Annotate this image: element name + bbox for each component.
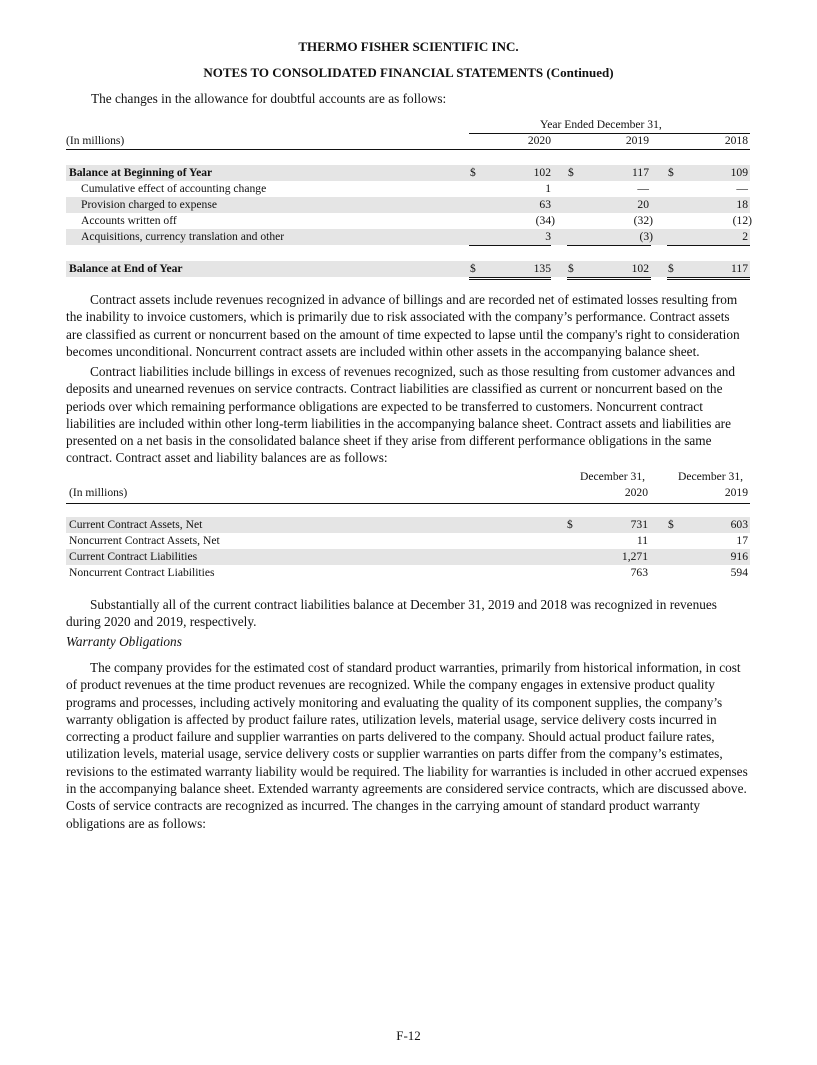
currency-symbol: $: [668, 518, 674, 531]
value-2019: 20: [637, 198, 649, 211]
row-label: Current Contract Liabilities: [69, 550, 198, 563]
notes-title: NOTES TO CONSOLIDATED FINANCIAL STATEMENTS (Continued): [203, 65, 614, 80]
table-row: [66, 213, 750, 229]
value-2019: 603: [730, 518, 748, 531]
value-2018: 117: [731, 262, 748, 275]
row-label: Noncurrent Contract Liabilities: [69, 566, 215, 579]
row-label: Acquisitions, currency translation and other: [81, 230, 285, 243]
year-2018-header: 2018: [724, 134, 748, 147]
currency-symbol: $: [568, 166, 574, 179]
value-2018: (12): [732, 214, 752, 227]
currency-symbol: $: [668, 166, 674, 179]
value-2020: 1,271: [621, 550, 648, 563]
substantially-paragraph: Substantially all of the current contract liabilities balance at December 31, 2019 and 2018 was recognized in revenues during 2020 and 2019, respectively.: [66, 597, 717, 630]
col-header-line1: December 31,: [580, 470, 646, 483]
row-label: Balance at End of Year: [69, 262, 183, 275]
period-header: Year Ended December 31,: [540, 118, 662, 131]
row-label: Cumulative effect of accounting change: [81, 182, 267, 195]
value-2020: 1: [545, 182, 551, 195]
value-2020: 135: [533, 262, 551, 275]
currency-symbol: $: [470, 166, 476, 179]
row-label: Accounts written off: [81, 214, 177, 227]
contract-liabilities-paragraph: Contract liabilities include billings in excess of revenues recognized, such as those resulting from customer advances and deposits and unearned revenues on service contracts. Contract liabilities are classified as current or noncurrent based on the periods over which remaining performance obligations are expected to be transferred to customers. Noncurrent contract liabilities are included within other long-term liabilities in the accompanying balance sheet. Contract assets and liabilities are presented on a net basis in the consolidated balance sheet if they arise from different performance obligations in the same contract. Contract asset and liability balances are as follows:: [66, 364, 736, 466]
value-2018: 2: [742, 230, 748, 243]
value-2018: 109: [730, 166, 748, 179]
value-2020: 63: [539, 198, 551, 211]
page-number: F-12: [396, 1028, 421, 1043]
table-row: [66, 165, 750, 181]
col-header-line1: December 31,: [678, 470, 744, 483]
value-2020: 763: [630, 566, 648, 579]
value-2019: —: [637, 182, 649, 195]
year-2020-header: 2020: [527, 134, 551, 147]
currency-symbol: $: [668, 262, 674, 275]
row-label: Provision charged to expense: [81, 198, 217, 211]
value-2020: 3: [545, 230, 551, 243]
value-2020: 11: [636, 534, 648, 547]
currency-symbol: $: [567, 518, 573, 531]
table-row: [66, 229, 750, 245]
year-2019-header: 2019: [625, 134, 649, 147]
value-2019: (32): [633, 214, 653, 227]
row-label: Balance at Beginning of Year: [69, 166, 213, 179]
col-header-2020: 2020: [624, 486, 648, 499]
value-2020: 102: [533, 166, 551, 179]
value-2019: 916: [730, 550, 748, 563]
value-2018: —: [736, 182, 748, 195]
currency-symbol: $: [470, 262, 476, 275]
warranty-heading: Warranty Obligations: [66, 634, 182, 649]
value-2019: (3): [639, 230, 653, 243]
value-2020: (34): [535, 214, 555, 227]
table-row: [66, 549, 750, 565]
col-header-2019: 2019: [724, 486, 748, 499]
company-name: THERMO FISHER SCIENTIFIC INC.: [298, 39, 519, 54]
table-row: [66, 565, 750, 581]
value-2019: 17: [736, 534, 748, 547]
row-label: Noncurrent Contract Assets, Net: [69, 534, 220, 547]
value-2020: 731: [630, 518, 648, 531]
row-label: Current Contract Assets, Net: [69, 518, 203, 531]
table-row: [66, 533, 750, 549]
table-row: [66, 197, 750, 213]
contract-balances-table: [66, 470, 750, 585]
table-row: [66, 181, 750, 197]
table-row: [66, 517, 750, 533]
allowance-intro: The changes in the allowance for doubtful accounts are as follows:: [91, 91, 447, 106]
value-2019: 594: [730, 566, 748, 579]
value-2018: 18: [736, 198, 748, 211]
total-row: [66, 261, 750, 277]
value-2019: 117: [632, 166, 649, 179]
warranty-paragraph: The company provides for the estimated cost of standard product warranties, primarily from historical information, in cost of product revenues at the time product revenues are recognized. While the company engages in extensive product quality programs and processes, including actively monitoring and evaluating the quality of its component supplies, the company’s warranty obligation is affected by product failure rates, utilization levels, material usage, service delivery costs incurred in correcting a product failure and supplier warranties on parts delivered to the company. Should actual product failure rates, utilization levels, material usage, service delivery costs or supplier warranties on parts differ from the company’s estimates, revisions to the estimated warranty liability would be required. The liability for warranties is included in other accrued expenses in the accompanying balance sheet. Extended warranty agreements are considered service contracts, which are discussed above. Costs of service contracts are recognized as incurred. The changes in the carrying amount of standard product warranty obligations are as follows:: [66, 660, 748, 831]
value-2019: 102: [631, 262, 649, 275]
unit-label: (In millions): [69, 486, 128, 499]
contract-assets-paragraph: Contract assets include revenues recognized in advance of billings and are recorded net of estimated losses resulting from the inability to invoice customers, which is primarily due to risk associated with the company’s performance. Contract assets are classified as current or noncurrent based on the amount of time expected to lapse until the company's right to consideration becomes unconditional. Noncurrent contract assets are included within other assets in the accompanying balance sheet.: [66, 292, 740, 359]
allowance-table: [66, 118, 750, 288]
unit-label: (In millions): [66, 134, 125, 147]
currency-symbol: $: [568, 262, 574, 275]
